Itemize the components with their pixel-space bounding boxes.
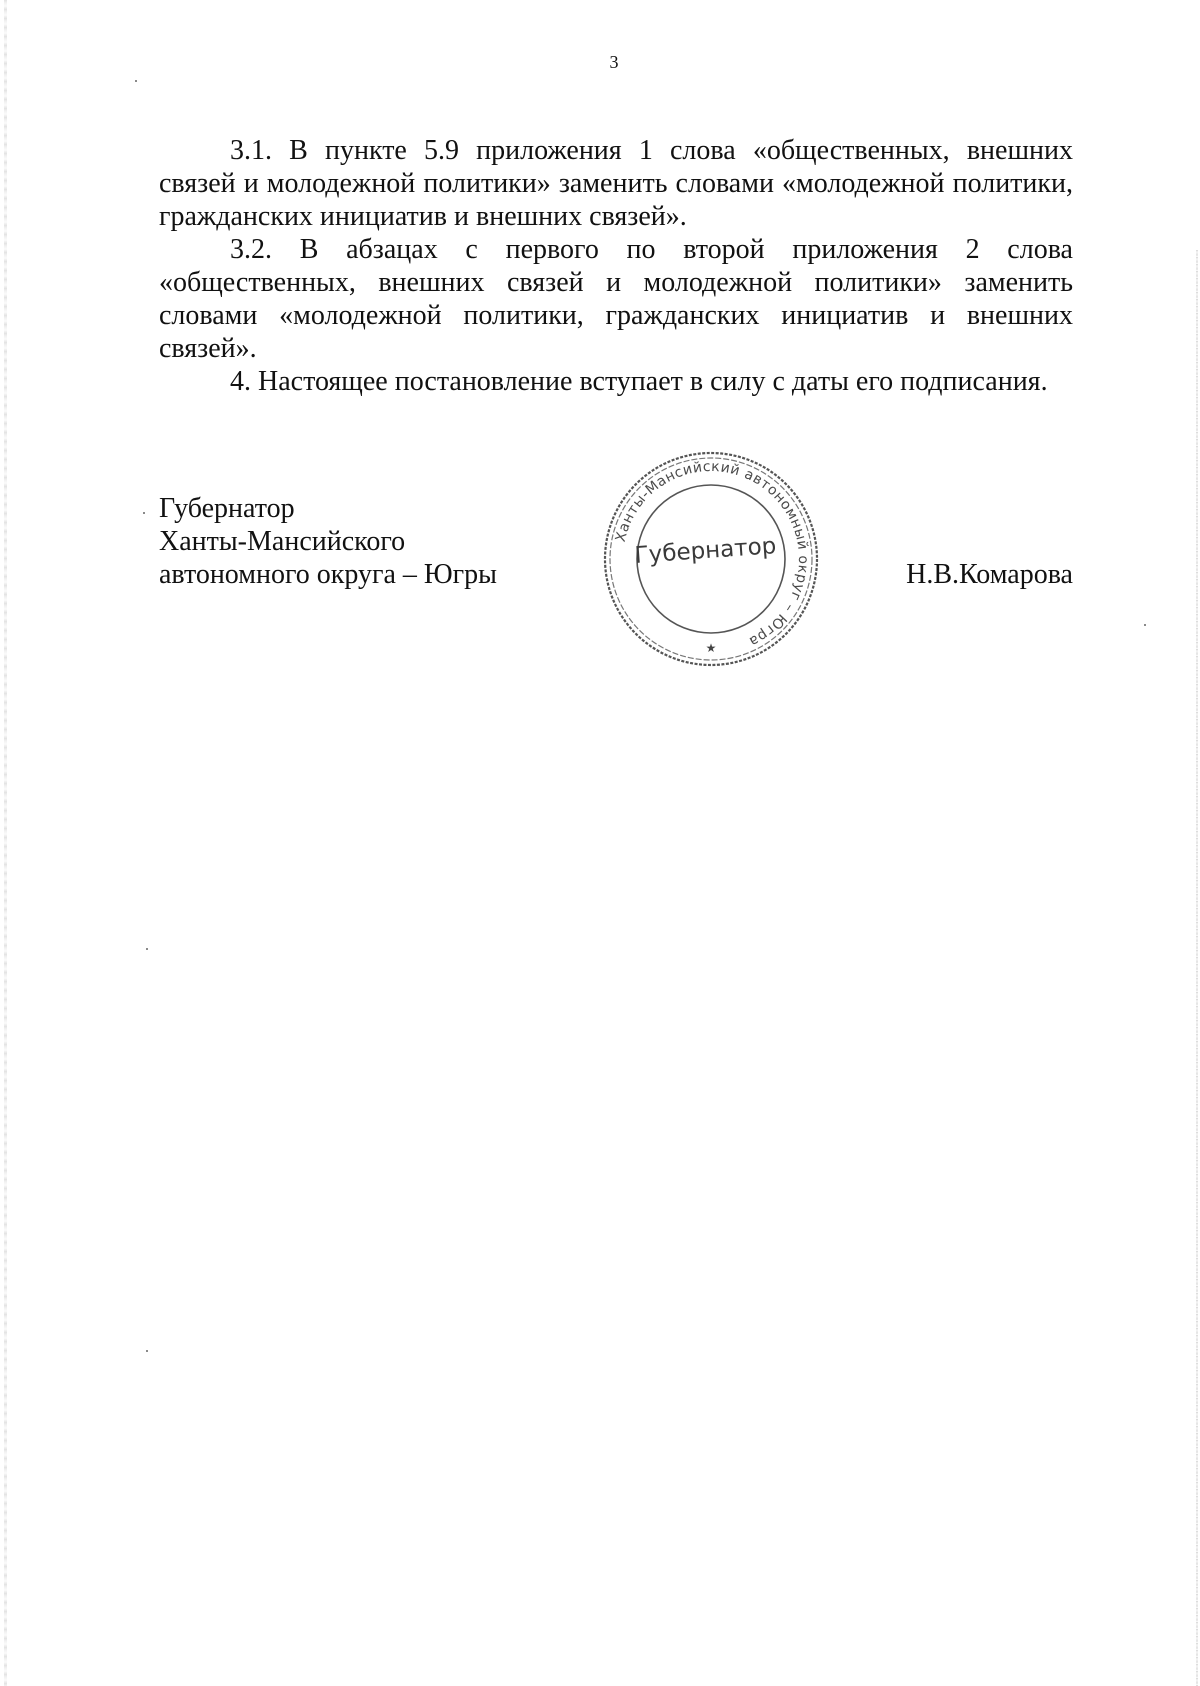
signer-name: Н.В.Комарова: [906, 559, 1073, 590]
scan-speck: [146, 948, 148, 950]
signature-position-line: автономного округа – Югры: [159, 559, 497, 590]
scan-speck: [146, 1350, 148, 1352]
signature-position: [159, 492, 497, 591]
paragraph-3-1: 3.1. В пункте 5.9 приложения 1 слова «общественных, внешних связей и молодежной политики» заменить словами «молодежной политики, гражданских инициатив и внешних связей».: [159, 135, 1073, 232]
scan-edge-right: [1196, 250, 1198, 1686]
seal-ring-text: Ханты-Мансийский автономный округ – Югра: [612, 458, 812, 650]
signature-position-line: Ханты-Мансийского: [159, 526, 406, 557]
scan-edge-left: [4, 0, 7, 1686]
document-body: [159, 134, 1073, 398]
scan-speck: [135, 80, 137, 82]
signature-position-line: Губернатор: [159, 493, 295, 524]
seal-center-text: Губернатор: [633, 533, 778, 569]
scan-speck: [143, 512, 145, 514]
page-number: 3: [609, 52, 619, 72]
paragraph-4: 4. Настоящее постановление вступает в силу с даты его подписания.: [230, 366, 1048, 397]
official-seal: [600, 448, 822, 670]
seal-star-icon: ★: [705, 641, 717, 655]
scan-speck: [1144, 624, 1146, 626]
paragraph-3-2: 3.2. В абзацах с первого по второй приложения 2 слова «общественных, внешних связей и молодежной политики» заменить словами «молодежной политики, гражданских инициатив и внешних связей».: [159, 234, 1073, 364]
